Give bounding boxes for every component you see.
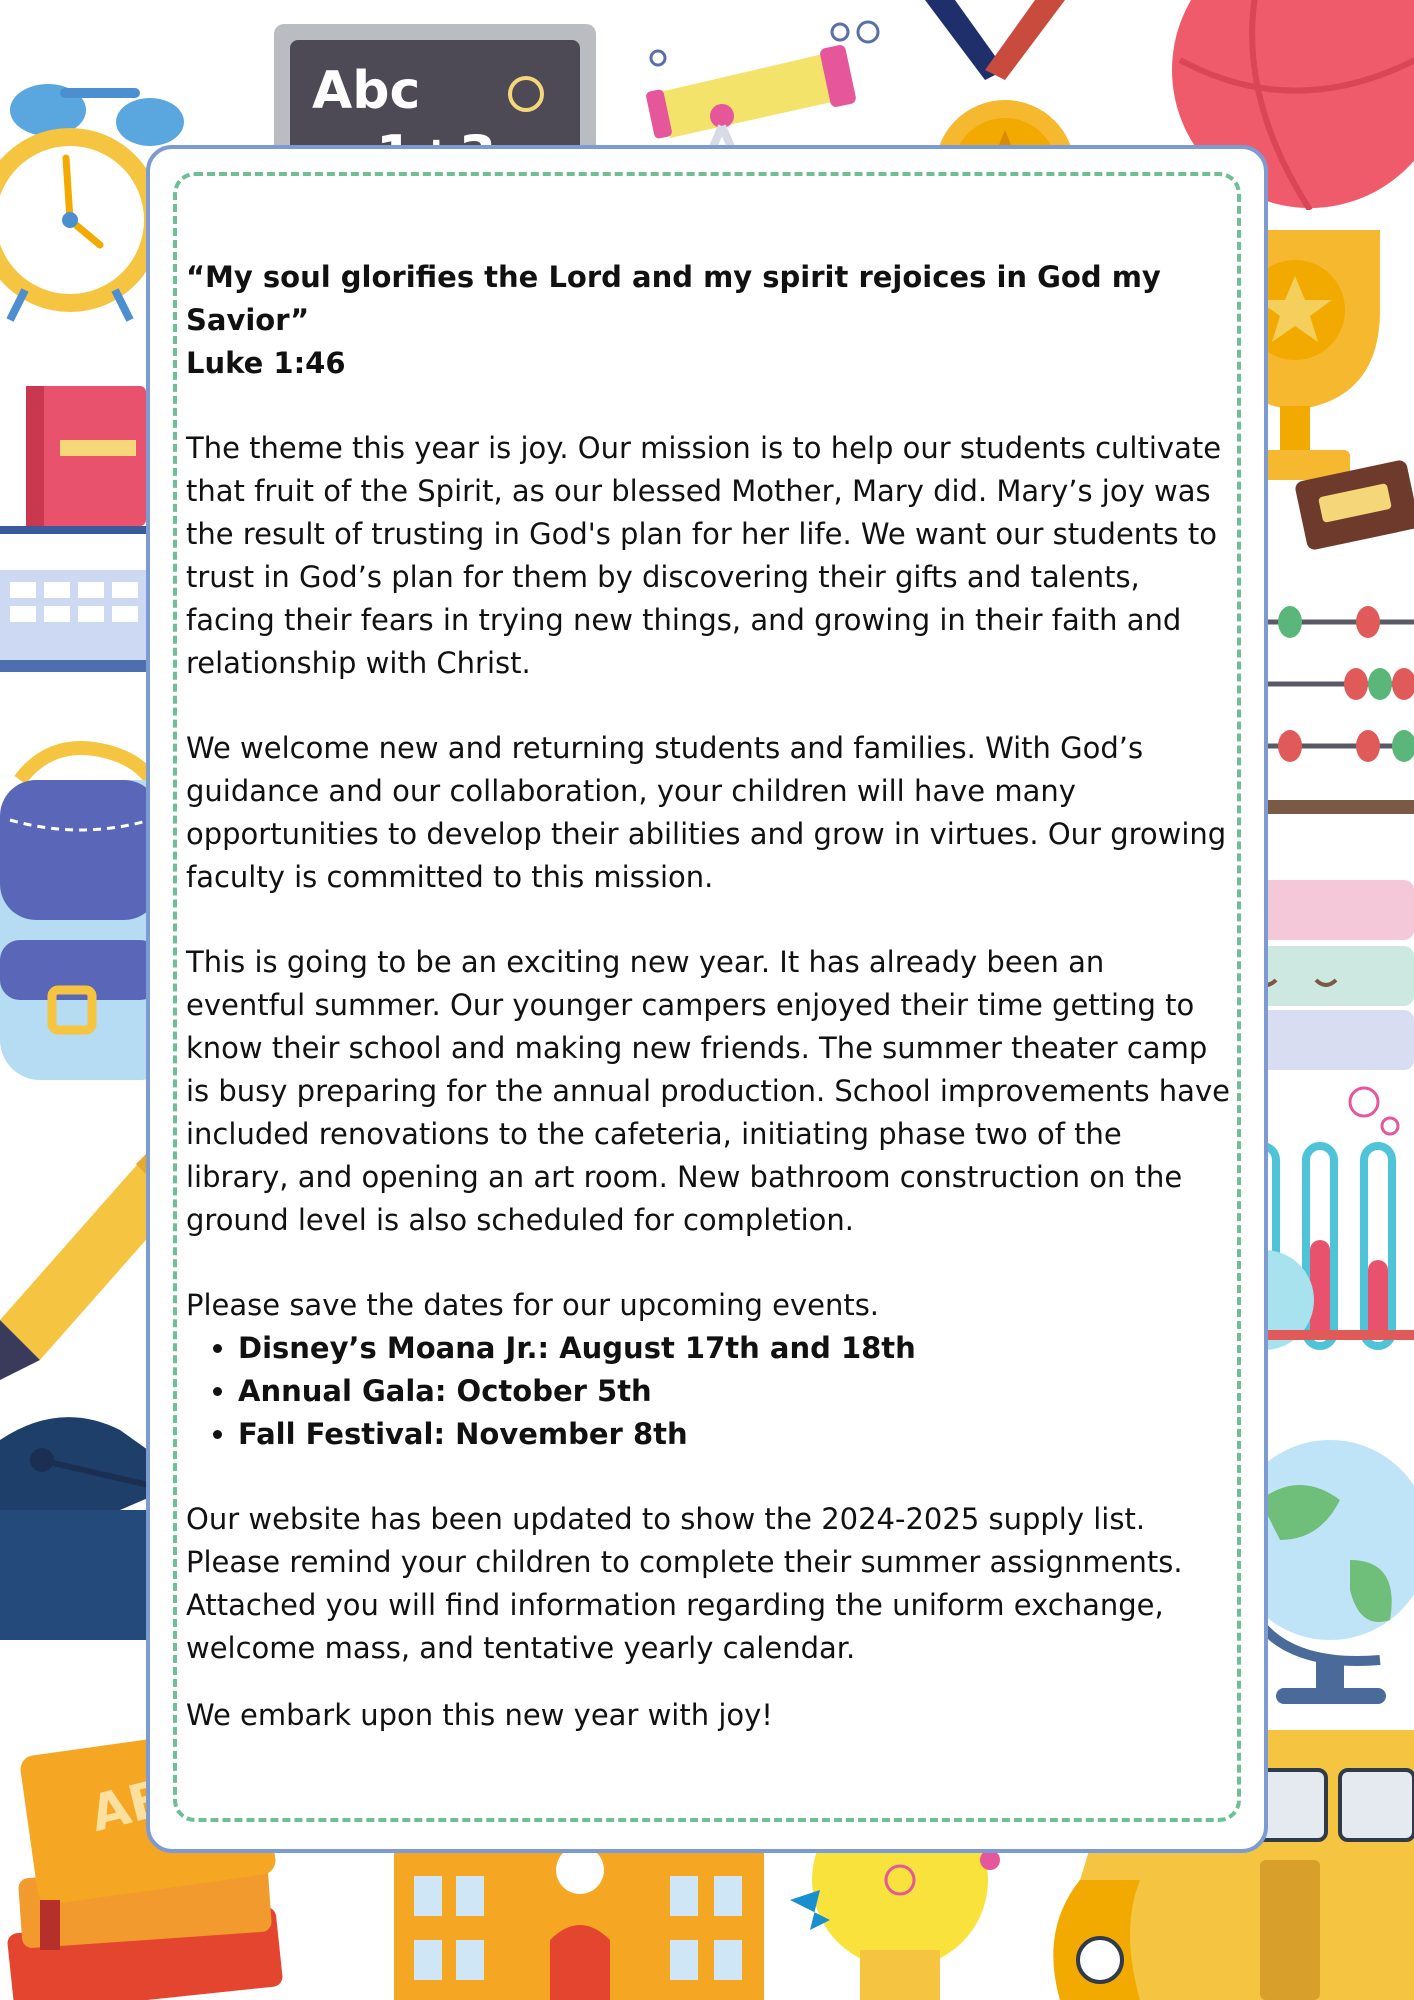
- event-item: • Annual Gala: October 5th: [238, 1370, 1230, 1413]
- event-item: • Fall Festival: November 8th: [238, 1413, 1230, 1456]
- closing-line: We embark upon this new year with joy!: [186, 1698, 773, 1732]
- welcome-paragraph: We welcome new and returning students and families. With God’s guidance and our collaboration, your children will have many opportunities to develop their abilities and grow in virtues. Our growing faculty is committed to this mission.: [186, 731, 1227, 894]
- theme-paragraph: The theme this year is joy. Our mission is to help our students cultivate that fruit of the Spirit, as our blessed Mother, Mary did. Mary’s joy was the result of trusting in God's plan for her life. We want our students to trust in God’s plan for them by discovering their gifts and talents, facing their fears in trying new things, and growing in their faith and relationship with Christ.: [186, 431, 1222, 680]
- event-item: • Disney’s Moana Jr.: August 17th and 18th: [238, 1327, 1230, 1370]
- chalkboard-line-1: Abc: [312, 61, 421, 121]
- events-list: [186, 1327, 1230, 1456]
- letter-content: [186, 256, 1230, 1737]
- book-icon: [0, 380, 148, 540]
- events-intro: Please save the dates for our upcoming events.: [186, 1288, 880, 1322]
- website-paragraph: Our website has been updated to show the 2024-2025 supply list. Please remind your children to complete their summer assignments. Attached you will find information regarding the uniform exchange, welcome mass, and tentative yearly calendar.: [186, 1502, 1183, 1665]
- scripture-quote: “My soul glorifies the Lord and my spirit rejoices in God my Savior”: [186, 260, 1161, 337]
- scripture-citation: Luke 1:46: [186, 346, 346, 380]
- summer-paragraph: This is going to be an exciting new year. It has already been an eventful summer. Our younger campers enjoyed their time getting to know their school and making new friends. The summer theater camp is busy preparing for the annual production. School improvements have included renovations to the cafeteria, initiating phase two of the library, and opening an art room. New bathroom construction on the ground level is also scheduled for completion.: [186, 945, 1230, 1237]
